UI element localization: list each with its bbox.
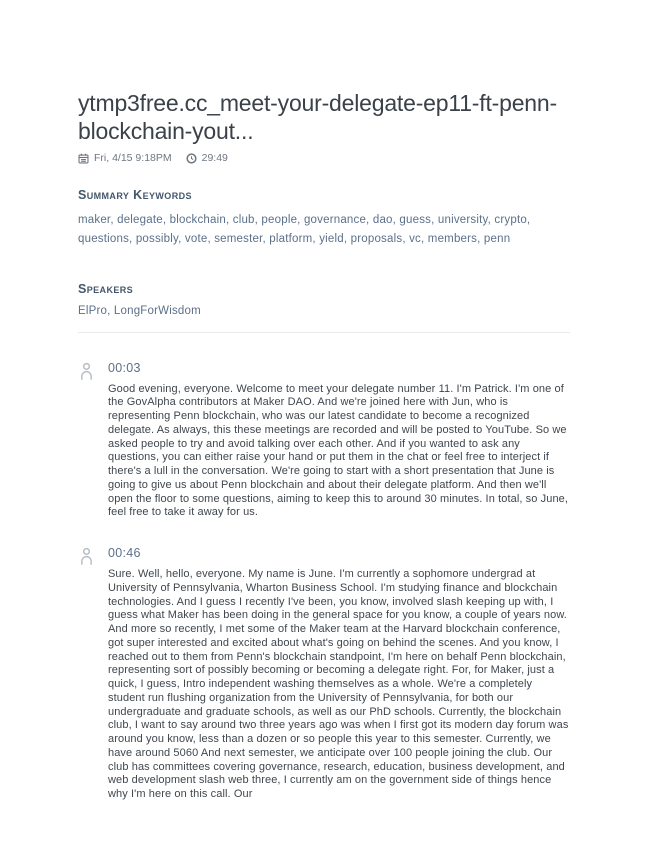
speaker-person-icon [78, 361, 108, 381]
calendar-icon [78, 153, 89, 164]
summary-keywords-text: maker, delegate, blockchain, club, people, governance, dao, guess, university, crypto, questions, possibly, vote, semester, platform, yield, proposals, vc, members, penn [78, 214, 531, 246]
transcript-entry-body [108, 361, 570, 521]
speakers-list: ElPro, LongForWisdom [78, 304, 201, 317]
speakers-heading: Speakers [78, 281, 134, 296]
transcript-text: Good evening, everyone. Welcome to meet your delegate number 11. I'm Patrick. I'm one of the GovAlpha contributors at Maker DAO. And we're joined here with Jun, who is representing Penn blockchain, who was our latest candidate to become a recognized delegate. As always, this these meetings are recorded and will be posted to YouTube. So we asked people to try and avoid talking over each other. And if you wanted to ask any questions, you can either raise your hand or put them in the chat or feel free to interject if there's a lull in the conversation. We're going to start with a short presentation that June is going to give us about Penn blockchain and about their delegate platform. And then we'll open the floor to some questions, aiming to keep this to around 30 minutes. In total, so June, feel free to take it away for us. [108, 382, 569, 519]
speaker-person-icon [78, 546, 108, 566]
transcript-text: Sure. Well, hello, everyone. My name is June. I'm currently a sophomore undergrad at University of Pennsylvania, Wharton Business School. I'm studying finance and blockchain technologies. And I guess I recently I've been, you know, involved slash keeping up with, I guess what Maker has been doing in the general space for you know, a couple of years now. And more so recently, I met some of the Maker team at the Harvard blockchain conference, got super interested and excited about what's going on behind the scenes. And you know, I reached out to them from Penn's blockchain standpoint, I'm here on behalf Penn blockchain, representing sort of possibly becoming or becoming a delegate right. For, for Maker, just a quick, I guess, Intro independent washing themselves as a whole. We're a completely student run flushing organization from the University of Pennsylvania, for both our undergraduate and graduate schools, as well as our PhD schools. Currently, the blockchain club, I want to say around two three years ago was when I first got its modern day forum was around you know, less than a dozen or so people this year to this semester. Currently, we have around 5060 And next semester, we anticipate over 100 people joining the club. Our club has committees covering governance, research, education, business development, and web development slash web three, I currently am on the government side of things hence why I'm here on this call. Our [108, 568, 569, 801]
clock-icon [186, 153, 197, 164]
document-date: Fri, 4/15 9:18PM [94, 152, 172, 165]
transcript-entry-body [108, 546, 570, 802]
section-divider [78, 332, 570, 333]
timestamp: 00:03 [108, 360, 141, 375]
document-meta [78, 152, 570, 164]
summary-keywords-heading: Summary Keywords [78, 188, 192, 203]
transcript-entry [78, 361, 570, 521]
transcript-section [78, 361, 570, 802]
page-title: ytmp3free.cc_meet-your-delegate-ep11-ft-penn-blockchain-yout... [78, 90, 557, 144]
document-duration: 29:49 [201, 152, 228, 165]
timestamp: 00:46 [108, 546, 141, 561]
transcript-entry [78, 546, 570, 802]
